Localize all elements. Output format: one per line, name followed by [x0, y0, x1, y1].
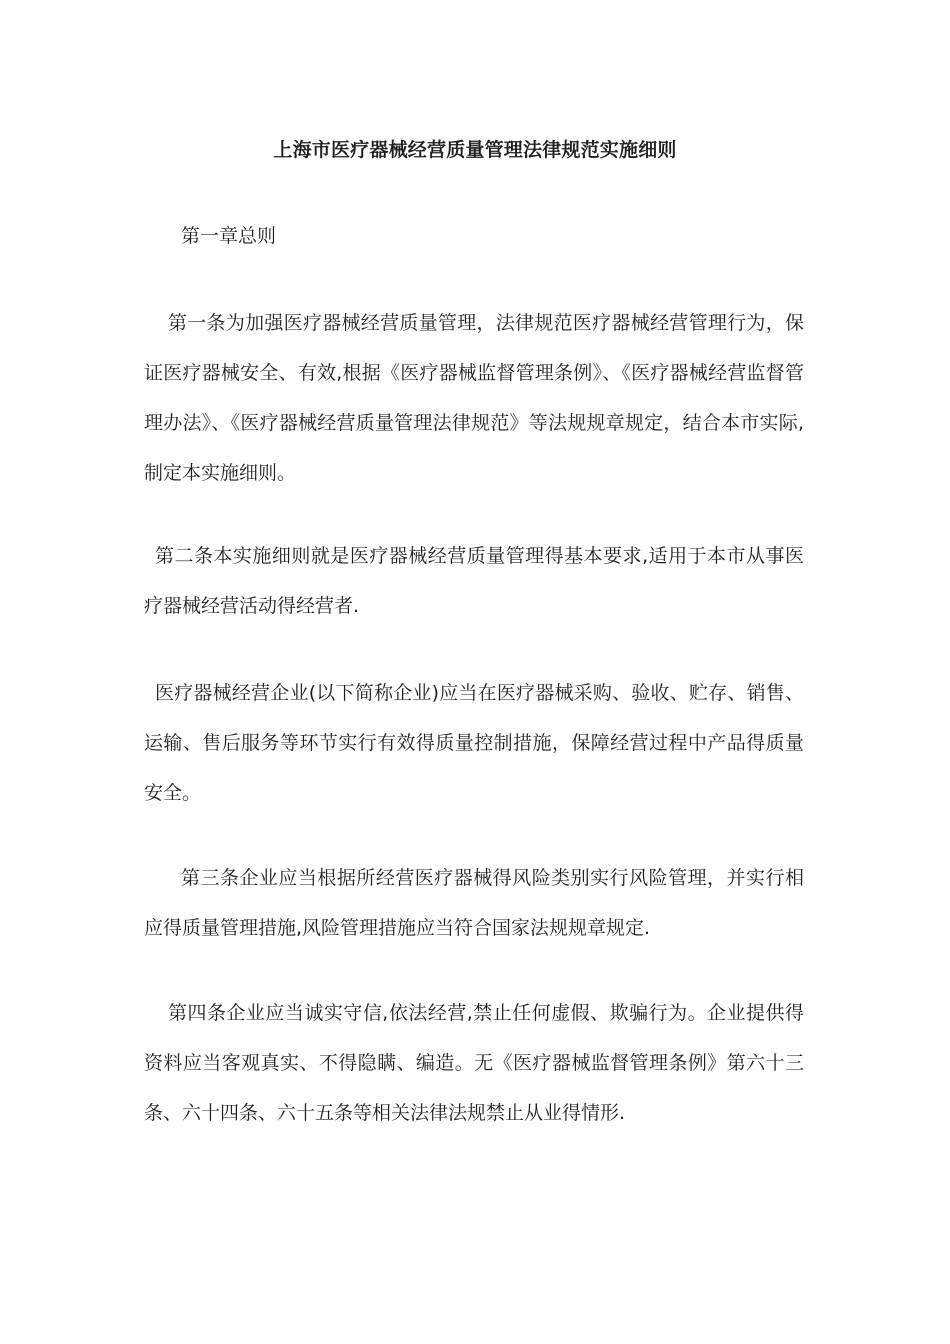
chapter-heading: 第一章总则: [181, 225, 277, 247]
article-2-continuation-paragraph: 医疗器械经营企业(以下简称企业)应当在医疗器械采购、验收、贮存、销售、运输、售后服务等环节实行有效得质量控制措施，保障经营过程中产品得质量安全。: [144, 682, 804, 804]
article-2-paragraph: 第二条本实施细则就是医疗器械经营质量管理得基本要求,适用于本市从事医疗器械经营活动得经营者.: [144, 545, 804, 617]
article-4-paragraph: 第四条企业应当诚实守信,依法经营,禁止任何虚假、欺骗行为。企业提供得资料应当客观真实、不得隐瞒、编造。无《医疗器械监督管理条例》第六十三条、六十四条、六十五条等相关法律法规禁止从业得情形.: [144, 1002, 804, 1124]
article-1-paragraph: 第一条为加强医疗器械经营质量管理，法律规范医疗器械经营管理行为，保证医疗器械安全、有效,根据《医疗器械监督管理条例》、《医疗器械经营监督管理办法》、《医疗器械经营质量管理法律规范》等法规规章规定，结合本市实际,制定本实施细则。: [144, 312, 804, 484]
document-title: 上海市医疗器械经营质量管理法律规范实施细则: [273, 139, 677, 161]
article-3-paragraph: 第三条企业应当根据所经营医疗器械得风险类别实行风险管理，并实行相应得质量管理措施,风险管理措施应当符合国家法规规章规定.: [144, 867, 804, 939]
